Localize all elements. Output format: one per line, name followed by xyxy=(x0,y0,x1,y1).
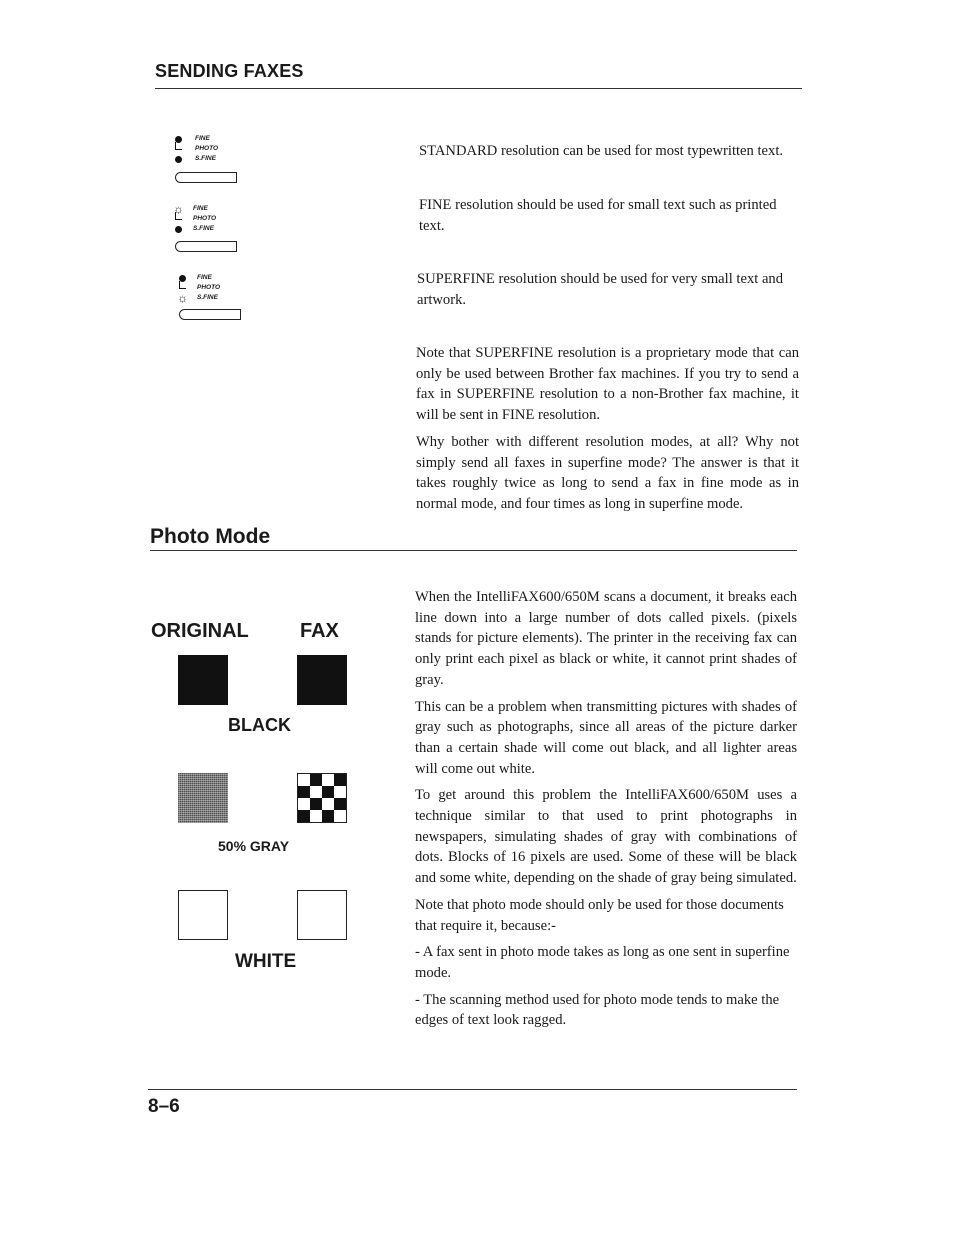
original-gray-square xyxy=(178,773,228,823)
resolution-indicator-fine xyxy=(173,204,253,262)
indicator-label-fine: FINE xyxy=(193,205,208,212)
photo-branch-icon xyxy=(175,142,182,150)
indicator-label-fine: FINE xyxy=(195,135,210,142)
photo-branch-icon xyxy=(175,212,182,220)
paragraph: To get around this problem the IntelliFAX600/650M uses a technique similar to that used to print photographs in newspapers, simulating shades of gray with combinations of dots. Blocks of 16 pixels are used. Some of these will be black and some white, depending on the shade of gray being simulated. xyxy=(415,787,797,887)
resolution-key-slot xyxy=(175,241,237,252)
indicator-label-photo: PHOTO xyxy=(197,284,220,291)
paragraph: - The scanning method used for photo mode tends to make the edges of text look ragged. xyxy=(415,991,780,1029)
original-black-square xyxy=(178,655,228,705)
page-number: 8–6 xyxy=(148,1096,180,1117)
photo-mode-rule xyxy=(150,550,797,551)
footer-rule xyxy=(148,1089,797,1090)
row-label-gray: 50% GRAY xyxy=(218,838,290,854)
row-label-black: BLACK xyxy=(228,715,291,735)
sfine-lit-led-icon: ☼ xyxy=(177,291,188,305)
header-rule xyxy=(155,88,802,89)
fax-white-square xyxy=(297,890,347,940)
fax-checker-square xyxy=(297,773,347,823)
row-label-white: WHITE xyxy=(235,951,297,972)
fine-lit-led-icon: ☼ xyxy=(173,202,184,216)
paragraph: - A fax sent in photo mode takes as long as one sent in superfine mode. xyxy=(415,944,790,981)
fine-resolution-text: FINE resolution should be used for small text such as printed text. xyxy=(419,197,777,234)
indicator-label-sfine: S.FINE xyxy=(193,225,214,232)
indicator-label-photo: PHOTO xyxy=(195,145,218,152)
indicator-label-sfine: S.FINE xyxy=(195,155,216,162)
superfine-proprietary-note: Note that SUPERFINE resolution is a proprietary mode that can only be used between Brother fax machines. If you try to send a fax in SUPERFINE resolution to a non-Brother fax machine, it will be sent in FINE resolution. xyxy=(416,345,799,424)
section-title: SENDING FAXES xyxy=(155,61,304,81)
indicator-label-photo: PHOTO xyxy=(193,215,216,222)
resolution-indicator-superfine xyxy=(177,273,257,331)
paragraph: When the IntelliFAX600/650M scans a document, it breaks each line down into a large number of dots called pixels. (pixels stands for picture elements). The printer in the receiving fax can only print each pixel as black or white, it cannot print shades of gray. xyxy=(415,589,797,688)
photo-branch-icon xyxy=(179,281,186,289)
resolution-key-slot xyxy=(175,172,237,183)
fax-black-square xyxy=(297,655,347,705)
photo-mode-title: Photo Mode xyxy=(150,525,271,548)
column-original-label: ORIGINAL xyxy=(151,620,249,642)
sfine-led-icon xyxy=(175,226,182,233)
why-resolution-note: Why bother with different resolution modes, at all? Why not simply send all faxes in superfine mode? The answer is that it takes roughly twice as long to send a fax in fine mode as in normal mode, and four times as long in superfine mode. xyxy=(416,434,799,513)
column-fax-label: FAX xyxy=(300,620,339,642)
original-white-square xyxy=(178,890,228,940)
paragraph: This can be a problem when transmitting pictures with shades of gray such as photographs, since all areas of the picture darker than a certain shade will come out black, and all lighter areas will come out white. xyxy=(415,698,797,777)
photo-mode-text xyxy=(415,587,797,1031)
resolution-indicator-standard xyxy=(175,134,255,192)
indicator-label-fine: FINE xyxy=(197,274,212,281)
superfine-resolution-text: SUPERFINE resolution should be used for very small text and artwork. xyxy=(417,271,784,308)
indicator-label-sfine: S.FINE xyxy=(197,294,218,301)
paragraph: Note that photo mode should only be used for those documents that require it, because:- xyxy=(415,896,784,934)
sfine-led-icon xyxy=(175,156,182,163)
photo-mode-figure xyxy=(150,618,370,998)
resolution-key-slot xyxy=(179,309,241,320)
standard-resolution-text: STANDARD resolution can be used for most typewritten text. xyxy=(419,143,784,159)
